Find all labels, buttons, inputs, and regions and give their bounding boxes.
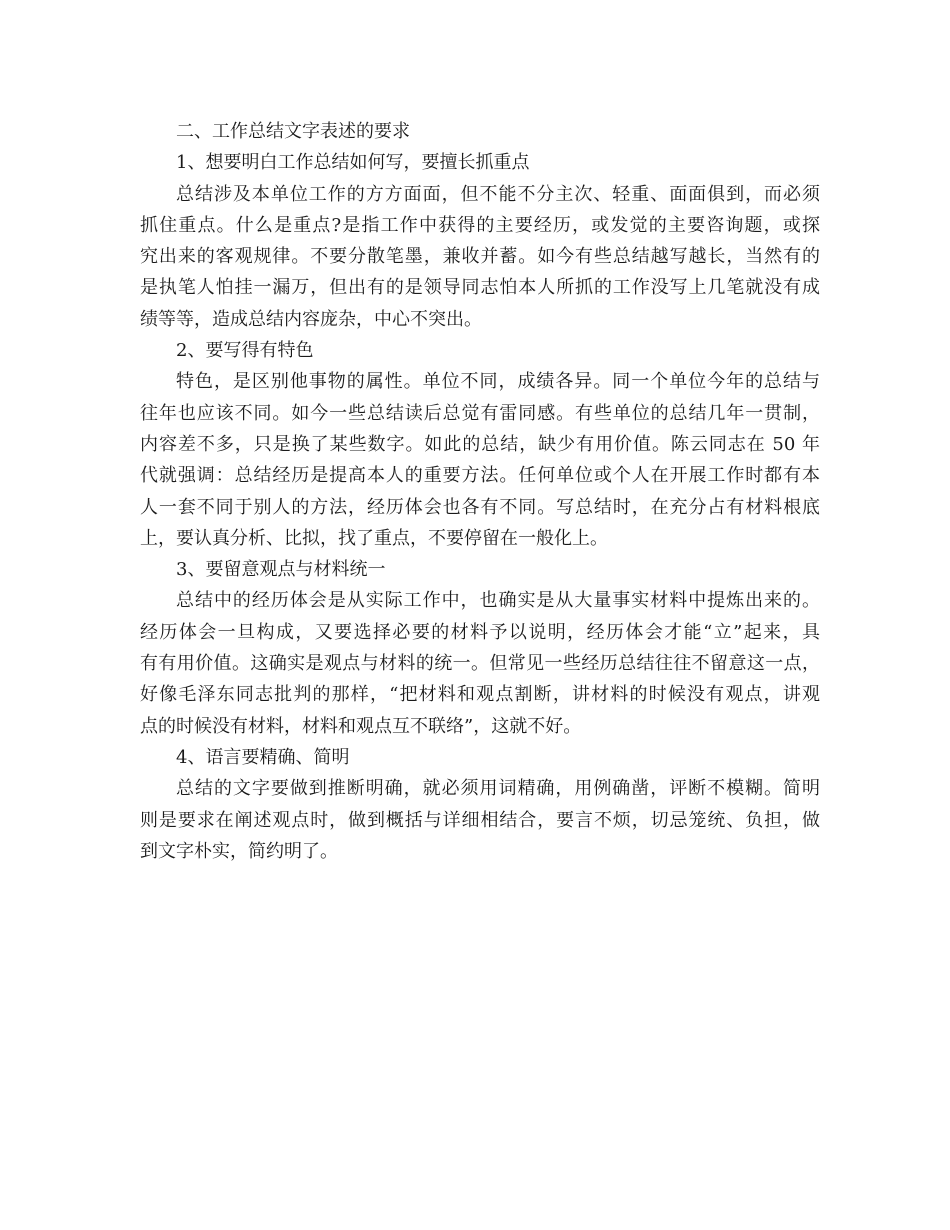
paragraph-1-line-2: 抓住重点。什么是重点?是指工作中获得的主要经历，或发觉的主要咨询题，或探	[140, 214, 820, 236]
paragraph-2-line-1: 特色，是区别他事物的属性。单位不同，成绩各异。同一个单位今年的总结与	[176, 371, 820, 393]
paragraph-3-line-1: 总结中的经历体会是从实际工作中，也确实是从大量事实材料中提炼出来的。	[176, 590, 820, 612]
paragraph-3-line-4: 好像毛泽东同志批判的那样，“把材料和观点割断，讲材料的时候没有观点，讲观	[140, 684, 820, 706]
paragraph-1-line-5: 绩等等，造成总结内容庞杂，中心不突出。	[140, 308, 482, 330]
paragraph-1-line-3: 究出来的客观规律。不要分散笔墨，兼收并蓄。如今有些总结越写越长，当然有的	[140, 246, 820, 268]
paragraph-3-line-3: 有有用价值。这确实是观点与材料的统一。但常见一些经历总结往往不留意这一点，	[140, 653, 820, 675]
paragraph-2-line-3: 内容差不多，只是换了某些数字。如此的总结，缺少有用价值。陈云同志在 50 年	[140, 433, 820, 455]
paragraph-2-line-4: 代就强调：总结经历是提高本人的重要方法。任何单位或个人在开展工作时都有本	[140, 465, 820, 487]
subheading-3: 3、要留意观点与材料统一	[176, 559, 386, 581]
paragraph-3-line-5: 点的时候没有材料，材料和观点互不联络”，这就不好。	[140, 715, 582, 737]
paragraph-1-line-4: 是执笔人怕挂一漏万，但出有的是领导同志怕本人所抓的工作没写上几笔就没有成	[140, 277, 820, 299]
document-body	[140, 116, 820, 867]
paragraph-2-line-6: 上，要认真分析、比拟，找了重点，不要停留在一般化上。	[140, 527, 608, 549]
subheading-1: 1、想要明白工作总结如何写，要擅长抓重点	[176, 152, 530, 174]
paragraph-3-line-2: 经历体会一旦构成，又要选择必要的材料予以说明，经历体会才能“立”起来，具	[140, 621, 820, 643]
paragraph-2-line-5: 人一套不同于别人的方法，经历体会也各有不同。写总结时，在充分占有材料根底	[140, 496, 820, 518]
section-heading: 二、工作总结文字表述的要求	[176, 121, 410, 142]
paragraph-4-line-3: 到文字朴实，简约明了。	[140, 840, 338, 862]
paragraph-2-line-2: 往年也应该不同。如今一些总结读后总觉有雷同感。有些单位的总结几年一贯制，	[140, 402, 820, 424]
paragraph-4-line-1: 总结的文字要做到推断明确，就必须用词精确，用例确凿，评断不模糊。简明	[176, 778, 820, 800]
paragraph-1-line-1: 总结涉及本单位工作的方方面面，但不能不分主次、轻重、面面俱到，而必须	[176, 183, 820, 205]
paragraph-4-line-2: 则是要求在阐述观点时，做到概括与详细相结合，要言不烦，切忌笼统、负担，做	[140, 809, 820, 831]
subheading-4: 4、语言要精确、简明	[176, 746, 350, 768]
subheading-2: 2、要写得有特色	[176, 340, 314, 362]
